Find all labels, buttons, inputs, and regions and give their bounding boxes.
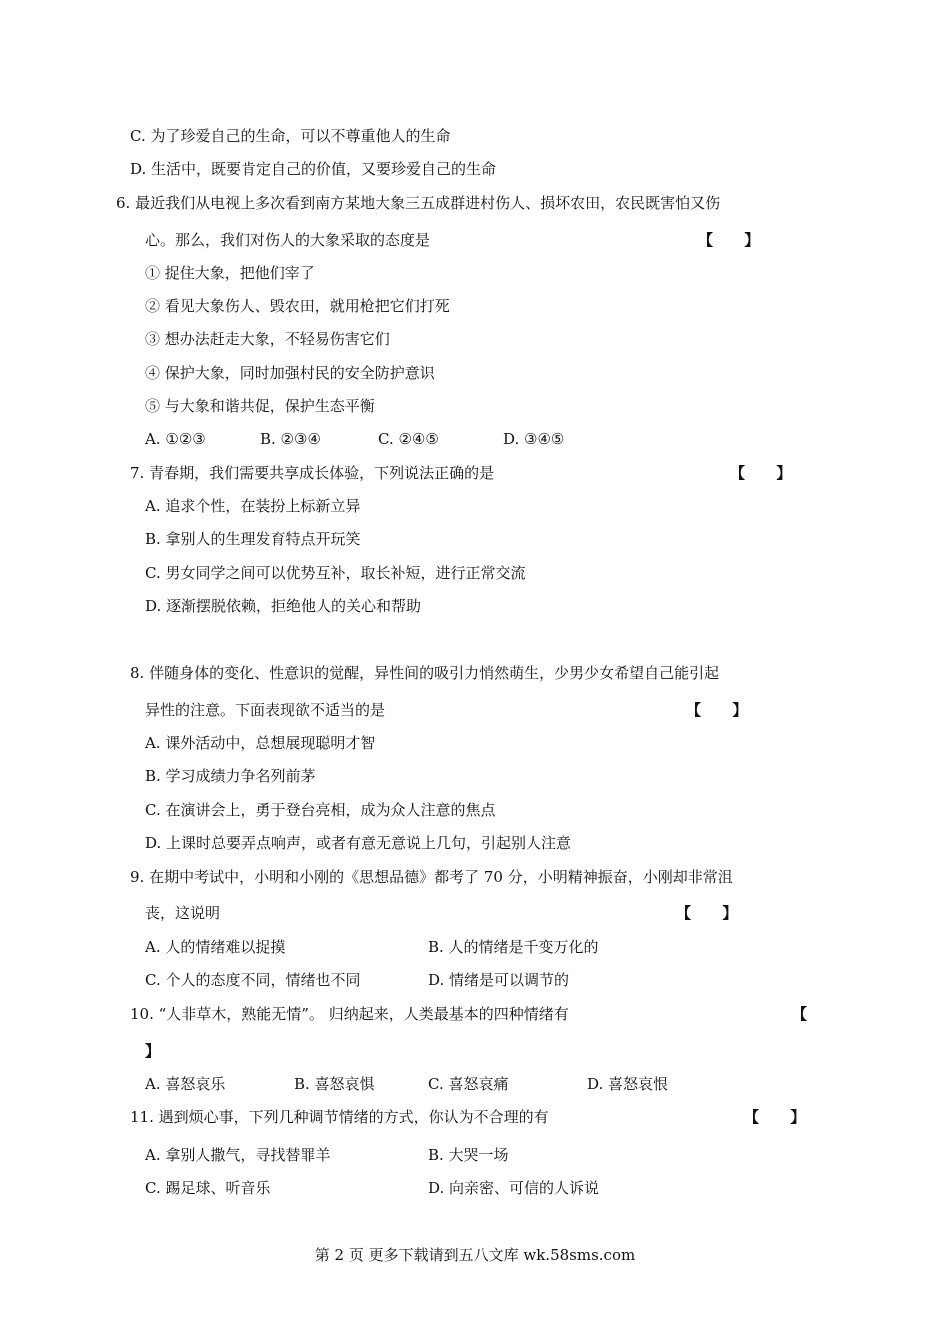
q8-option-d: D. 上课时总要弄点响声，或者有意无意说上几句，引起别人注意 [145,834,572,852]
q6-item-5: ⑤ 与大象和谐共促，保护生态平衡 [145,397,375,415]
q8-option-a: A. 课外活动中，总想展现聪明才智 [145,734,376,752]
q11-answer-bracket: 【 】 [744,1108,806,1126]
q8-option-b: B. 学习成绩力争名列前茅 [145,767,316,785]
q11-option-c: C. 踢足球、听音乐 [145,1179,271,1197]
q9-stem-line-1: 9. 在期中考试中，小明和小刚的《思想品德》都考了 70 分，小明精神振奋，小刚却非常沮 [130,868,733,886]
q10-stem: 10. “人非草木，熟能无情”。 归纳起来，人类最基本的四种情绪有 [130,1005,569,1023]
q5-option-c: C. 为了珍爱自己的生命，可以不尊重他人的生命 [130,127,451,145]
q6-item-2: ② 看见大象伤人、毁农田，就用枪把它们打死 [145,297,450,315]
q6-item-4: ④ 保护大象，同时加强村民的安全防护意识 [145,364,435,382]
q7-option-a: A. 追求个性，在装扮上标新立异 [145,497,361,515]
q11-option-d: D. 向亲密、可信的人诉说 [428,1179,600,1197]
q11-option-b: B. 大哭一场 [428,1146,509,1164]
q6-option-d: D. ③④⑤ [503,430,565,448]
q6-option-c: C. ②④⑤ [378,430,439,448]
q7-option-c: C. 男女同学之间可以优势互补，取长补短，进行正常交流 [145,564,526,582]
q7-option-d: D. 逐渐摆脱依赖，拒绝他人的关心和帮助 [145,597,422,615]
q10-option-b: B. 喜怒哀惧 [294,1075,375,1093]
q8-answer-bracket: 【 】 [686,701,748,719]
q8-option-c: C. 在演讲会上，勇于登台亮相，成为众人注意的焦点 [145,801,496,819]
q6-answer-bracket: 【 】 [698,231,760,249]
q9-option-c: C. 个人的态度不同，情绪也不同 [145,971,361,989]
q6-option-a: A. ①②③ [145,430,206,448]
q6-option-b: B. ②③④ [260,430,321,448]
q10-bracket-open: 【 [792,1005,808,1023]
q9-option-d: D. 情绪是可以调节的 [428,971,570,989]
q7-stem: 7. 青春期，我们需要共享成长体验，下列说法正确的是 [130,464,495,482]
q8-stem-line-2: 异性的注意。下面表现欲不适当的是 [145,701,386,719]
q10-option-a: A. 喜怒哀乐 [145,1075,226,1093]
q9-stem-line-2: 丧，这说明 [145,904,221,922]
q6-stem-line-1: 6. 最近我们从电视上多次看到南方某地大象三五成群进村伤人、损坏农田，农民既害怕又伤 [116,194,721,212]
q6-stem-line-2: 心。那么，我们对伤人的大象采取的态度是 [145,231,431,249]
q9-option-b: B. 人的情绪是千变万化的 [428,938,599,956]
q10-option-c: C. 喜怒哀痛 [428,1075,509,1093]
q8-stem-line-1: 8. 伴随身体的变化、性意识的觉醒，异性间的吸引力悄然萌生，少男少女希望自己能引起 [130,664,720,682]
q6-item-3: ③ 想办法赶走大象，不轻易伤害它们 [145,330,390,348]
q5-option-d: D. 生活中，既要肯定自己的价值，又要珍爱自己的生命 [130,160,497,178]
q10-bracket-close: 】 [145,1042,161,1060]
q10-option-d: D. 喜怒哀恨 [587,1075,669,1093]
q6-item-1: ① 捉住大象，把他们宰了 [145,264,315,282]
q11-stem: 11. 遇到烦心事，下列几种调节情绪的方式，你认为不合理的有 [130,1108,549,1126]
q7-option-b: B. 拿别人的生理发育特点开玩笑 [145,530,361,548]
page-footer: 第 2 页 更多下载请到五八文库 wk.58sms.com [314,1246,636,1264]
q7-answer-bracket: 【 】 [730,464,792,482]
q9-answer-bracket: 【 】 [676,904,738,922]
q9-option-a: A. 人的情绪难以捉摸 [145,938,286,956]
q11-option-a: A. 拿别人撒气，寻找替罪羊 [145,1146,331,1164]
